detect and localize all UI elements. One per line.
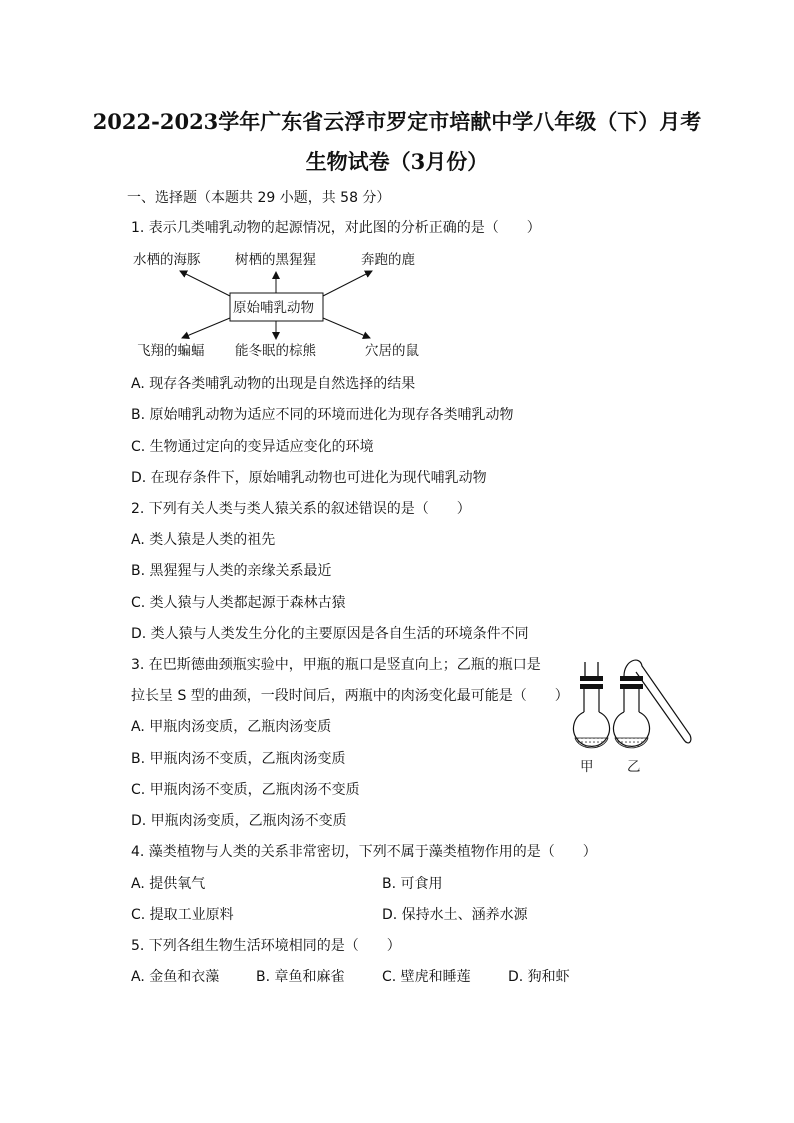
question-3-option-a: A. 甲瓶肉汤变质，乙瓶肉汤变质 [131, 719, 332, 735]
question-4-option-c: C. 提取工业原料 [131, 907, 234, 923]
question-5-option-a: A. 金鱼和衣藻 [131, 969, 220, 985]
question-3-option-c: C. 甲瓶肉汤不变质，乙瓶肉汤不变质 [131, 782, 360, 798]
question-1-option-c: C. 生物通过定向的变异适应变化的环境 [131, 439, 374, 455]
question-4-option-d: D. 保持水土、涵养水源 [382, 907, 528, 923]
question-5-option-d: D. 狗和虾 [508, 969, 570, 985]
question-3-stem-line2: 拉长呈 S 型的曲颈，一段时间后，两瓶中的肉汤变化最可能是（ ） [131, 688, 569, 704]
label-dolphin: 水栖的海豚 [133, 252, 201, 268]
flask-yi [614, 660, 691, 748]
label-chimpanzee: 树栖的黑猩猩 [235, 252, 316, 268]
label-bear: 能冬眠的棕熊 [235, 343, 316, 359]
exam-title-line2: 生物试卷（3月份） [305, 149, 489, 174]
question-5-option-c: C. 壁虎和睡莲 [382, 969, 471, 985]
question-4-option-b: B. 可食用 [382, 876, 443, 892]
question-5-stem: 5. 下列各组生物生活环境相同的是（ ） [131, 938, 401, 954]
question-2-option-b: B. 黑猩猩与人类的亲缘关系最近 [131, 563, 332, 579]
flask-label-jia: 甲 [580, 759, 594, 775]
arrow-to-deer [323, 271, 372, 296]
question-3-option-d: D. 甲瓶肉汤变质，乙瓶肉汤不变质 [131, 813, 347, 829]
question-2-option-d: D. 类人猿与人类发生分化的主要原因是各自生活的环境条件不同 [131, 626, 529, 642]
question-1-option-d: D. 在现存条件下，原始哺乳动物也可进化为现代哺乳动物 [131, 470, 487, 486]
question-4-stem: 4. 藻类植物与人类的关系非常密切，下列不属于藻类植物作用的是（ ） [131, 844, 597, 860]
section-heading: 一、选择题（本题共 29 小题，共 58 分） [127, 190, 391, 206]
question-2-option-c: C. 类人猿与人类都起源于森林古猿 [131, 595, 346, 611]
question-5-option-b: B. 章鱼和麻雀 [256, 969, 345, 985]
question-2-option-a: A. 类人猿是人类的祖先 [131, 532, 276, 548]
arrow-to-dolphin [180, 271, 230, 296]
question-1-stem: 1. 表示几类哺乳动物的起源情况，对此图的分析正确的是（ ） [131, 220, 541, 236]
question-1-option-b: B. 原始哺乳动物为适应不同的环境而进化为现存各类哺乳动物 [131, 407, 514, 423]
exam-title-line1: 2022-2023学年广东省云浮市罗定市培献中学八年级（下）月考 [92, 109, 702, 134]
pasteur-flask-diagram [568, 655, 693, 775]
question-4-option-a: A. 提供氧气 [131, 876, 206, 892]
question-3-option-b: B. 甲瓶肉汤不变质，乙瓶肉汤变质 [131, 751, 346, 767]
label-bat: 飞翔的蝙蝠 [137, 343, 205, 359]
label-mouse: 穴居的鼠 [365, 343, 419, 359]
label-primitive-mammal: 原始哺乳动物 [233, 300, 314, 316]
question-1-option-a: A. 现存各类哺乳动物的出现是自然选择的结果 [131, 376, 416, 392]
arrow-to-mouse [323, 318, 370, 338]
label-deer: 奔跑的鹿 [361, 252, 415, 268]
question-2-stem: 2. 下列有关人类与类人猿关系的叙述错误的是（ ） [131, 501, 471, 517]
flask-jia [574, 662, 610, 748]
question-3-stem-line1: 3. 在巴斯德曲颈瓶实验中，甲瓶的瓶口是竖直向上；乙瓶的瓶口是 [131, 657, 541, 673]
flask-label-yi: 乙 [627, 759, 641, 775]
arrow-to-bat [182, 318, 230, 338]
evolution-diagram [125, 246, 445, 361]
